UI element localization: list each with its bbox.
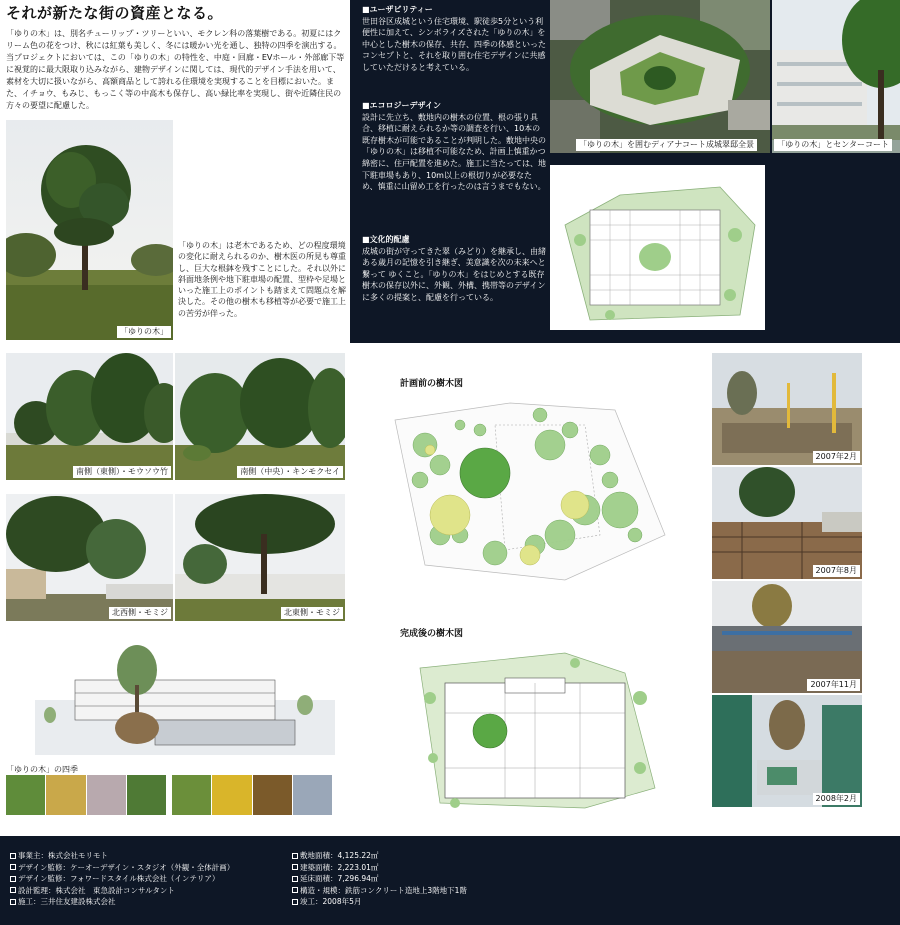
- usability-body: 世田谷区成城という住宅環境、駅徒歩5分という利便性に加えて、シンボライズされた「ゆりの木」を中心とした樹木の保存、共存、四季の体感といったコンセプトと、それを取り囲む住宅デザインに共感していただけると考えている。: [362, 16, 546, 72]
- after-tree-diagram: [385, 638, 675, 818]
- tree-photo-caption: 南側（東側）・モウソウ竹: [73, 466, 171, 478]
- footer-right-column: [292, 850, 467, 908]
- tree-photo-caption: 南側（中央）・キンモクセイ: [237, 466, 343, 478]
- intro-text: 「ゆりの木」は、別名チューリップ・ツリーといい、モクレン科の落葉樹である。初夏にはクリーム色の花をつけ、秋には紅葉も美しく、冬には暖かい光を通し、独特の四季を演出する。当プロジェクトにおいては、この「ゆりの木」の特性を、中庭・回廊・EVホール・外部廊下等に視覚的に最大限取り込みながら、建物デザインに関しては、現代的デザイン手法を用いて、素材を大切に扱いながら、高額商品として誇れる住環境を実現することを目標においた。また、イチョウ、もみじ、もっこく等の中高木も保存し、高い緑比率を実現し、街や近隣住民の方々の要望に配慮した。: [6, 29, 345, 110]
- checkbox-icon: [292, 887, 298, 893]
- ecology-body: 設計に先立ち、敷地内の樹木の位置、根の張り具合、移植に耐えられるか等の調査を行い、10本の既存樹木が可能であることが判明した。敷地中央の「ゆりの木」は移植不可能なため、計画上慎重かつ綿密に、住戸配置を進めた。施工に当たっては、地下駐車場もあり、10m以上の根切りが必要なため、慎重に山留め工を行ったのは言うまでもない。: [362, 112, 546, 192]
- before-diagram-title: 計画前の樹木図: [400, 379, 464, 389]
- checkbox-icon: [10, 876, 16, 882]
- tree-photo-caption: 北西側・モミジ: [109, 607, 171, 619]
- footer-item-text: 施工：三井住友建設株式会社: [18, 897, 116, 907]
- tree-photo-caption: 北東側・モミジ: [281, 607, 343, 619]
- season-photo: [212, 775, 251, 815]
- checkbox-icon: [10, 887, 16, 893]
- checkbox-icon: [10, 853, 16, 859]
- construction-date: 2008年2月: [813, 793, 860, 805]
- usability-heading: ■ユーザビリティー: [362, 5, 433, 14]
- checkbox-icon: [292, 853, 298, 859]
- footer-item: [292, 885, 467, 897]
- tree-photo-maple-ne: [175, 494, 345, 621]
- season-photo: [46, 775, 85, 815]
- checkbox-icon: [292, 864, 298, 870]
- culture-heading: ■文化的配慮: [362, 235, 410, 244]
- ecology-heading: ■エコロジーデザイン: [362, 101, 441, 110]
- construction-date: 2007年8月: [813, 565, 860, 577]
- construction-photo: [712, 581, 862, 693]
- tree-photo-maple-nw: [6, 494, 173, 621]
- yuri-tree-description: 「ゆりの木」は老木であるため、どの程度環境の変化に耐えられるのか、樹木医の所見も尊重し、巨大な根鉢を残すことにした。それ以外に斜面地条例や地下駐車場の配置、型枠や足場といった施工上のポイントも踏まえて問題点を解決した。その他の樹木も移植等が必要で施工上の苦労が伴った。: [178, 241, 346, 318]
- footer-item: [10, 896, 234, 908]
- footer-item-text: デザイン監修：フォワードスタイル株式会社（インテリア）: [18, 874, 220, 884]
- seasons-strip-right: [172, 775, 332, 815]
- checkbox-icon: [292, 899, 298, 905]
- construction-photo: [712, 353, 862, 465]
- season-photo: [87, 775, 126, 815]
- tree-photo-bamboo: [6, 353, 173, 480]
- culture-body: 成城の街が守ってきた翠（みどり）を継承し、由緒ある歳月の記憶を引き継ぎ、美意識を次の未来へと繋って ゆくこと。「ゆりの木」をはじめとする既存樹木の保存以外に、外観、外構、携帯等のデザインに多くの提案と、配慮を行っている。: [362, 246, 546, 302]
- footer-item-text: 設計監理：株式会社 東急設計コンサルタント: [18, 885, 175, 895]
- season-photo: [6, 775, 45, 815]
- footer-item-text: 竣工：2008年5月: [300, 897, 362, 907]
- after-diagram-title: 完成後の樹木図: [400, 629, 464, 639]
- footer-item: [292, 862, 467, 874]
- season-photo: [127, 775, 166, 815]
- construction-photo: [712, 467, 862, 579]
- construction-photo: [712, 695, 862, 807]
- tree-photo-osmanthus: [175, 353, 345, 480]
- construction-date: 2007年2月: [813, 451, 860, 463]
- footer-item: [292, 896, 467, 908]
- checkbox-icon: [10, 899, 16, 905]
- footer-item-text: 構造・規模：鉄筋コンクリート造地上3階地下1階: [300, 885, 467, 895]
- site-plan: [550, 165, 765, 330]
- center-court-photo: [772, 0, 900, 153]
- checkbox-icon: [292, 876, 298, 882]
- before-tree-diagram: [385, 385, 675, 585]
- center-court-caption: 「ゆりの木」とセンターコート: [774, 139, 892, 151]
- checkbox-icon: [10, 864, 16, 870]
- footer-item-text: 延床面積：7,296.94㎡: [300, 874, 379, 884]
- section-drawing: [35, 640, 335, 755]
- aerial-caption: 「ゆりの木」を囲むディアナコート成城翠邸全景: [576, 139, 757, 151]
- yuri-tree-photo: [6, 120, 173, 340]
- footer-item-text: 事業主：株式会社モリモト: [18, 851, 108, 860]
- footer-item: [10, 885, 234, 897]
- footer-item-text: 建築面積：2,223.01㎡: [300, 862, 379, 872]
- seasons-strip-left: [6, 775, 166, 815]
- seasons-label: 「ゆりの木」の四季: [6, 765, 78, 774]
- footer-item: [10, 862, 234, 874]
- footer-item-text: 敷地面積：4,125.22㎡: [300, 851, 379, 860]
- footer-item: [292, 850, 467, 862]
- footer-item: [292, 873, 467, 885]
- ecology-section: [362, 100, 547, 193]
- footer-left-column: [10, 850, 234, 908]
- construction-date: 2007年11月: [807, 679, 860, 691]
- yuri-photo-caption: 「ゆりの木」: [117, 326, 171, 338]
- footer-item: [10, 873, 234, 885]
- season-photo: [293, 775, 332, 815]
- project-data-footer: [0, 836, 900, 925]
- page-title: それが新たな街の資産となる。: [6, 4, 224, 22]
- season-photo: [172, 775, 211, 815]
- season-photo: [253, 775, 292, 815]
- culture-section: [362, 234, 547, 304]
- footer-item: [10, 850, 234, 862]
- footer-item-text: デザイン監修：ケーオーデザイン・スタジオ（外観・全体計画）: [18, 862, 235, 872]
- aerial-photo: [550, 0, 770, 153]
- usability-section: [362, 4, 547, 74]
